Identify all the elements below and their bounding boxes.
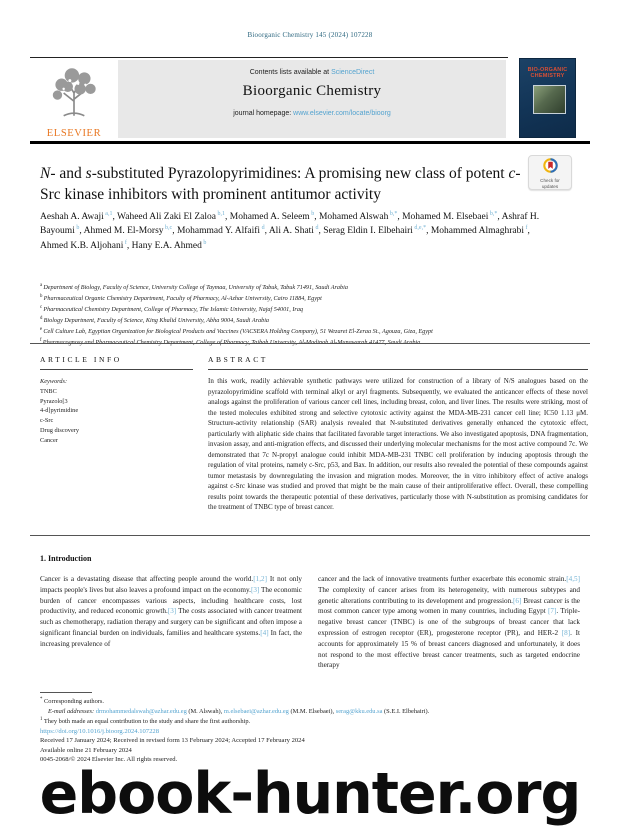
author-affiliation-sup: b <box>74 225 80 232</box>
cover-title-line2: CHEMISTRY <box>530 73 565 80</box>
article-info-underline <box>40 369 193 370</box>
citation-ref[interactable]: [1,2] <box>253 575 268 583</box>
footer-block <box>40 727 585 764</box>
author-affiliation-sup: b,* <box>388 211 398 217</box>
affiliation-line: $^b$ Pharmaceutical Organic Chemistry Department, Faculty of Pharmacy, Al-Azhar University, Cairo 11884, Egypt <box>40 293 322 303</box>
author-name: Mohammed Almaghrabi <box>430 226 524 237</box>
header-bottom-rule <box>30 141 590 144</box>
keyword-list <box>40 387 190 446</box>
author-affiliation-sup: f <box>123 239 127 246</box>
title-segment: -substituted Pyrazolopyrimidines: A promising new class of potent <box>91 165 509 182</box>
email-label: E-mail addresses: <box>48 707 95 715</box>
email-link[interactable]: m.elsebaei@azhar.edu.eg <box>222 707 289 715</box>
article-info-heading: ARTICLE INFO <box>40 355 122 364</box>
corresponding-authors-note <box>40 696 585 707</box>
received-dates: Received 17 January 2024; Received in revised form 13 February 2024; Accepted 17 February 2024 <box>40 737 305 745</box>
homepage-label: journal homepage: <box>233 110 292 117</box>
author-affiliation-sup: b <box>309 211 315 217</box>
citation-ref[interactable]: [4] <box>260 628 269 637</box>
title-segment: c <box>508 165 516 182</box>
author-name: Mohamed Alswah <box>318 212 389 223</box>
homepage-link[interactable]: www.elsevier.com/locate/bioorg <box>293 110 391 117</box>
cover-title-line1: BIO-ORGANIC <box>527 67 568 73</box>
introduction-heading: 1. Introduction <box>40 554 92 563</box>
check-updates-line2: updates <box>541 183 559 189</box>
available-online: Available online 21 February 2024 <box>40 746 132 754</box>
article-title <box>40 163 540 206</box>
contents-label: Contents lists available at <box>249 69 330 76</box>
introduction-column-right: cancer and the lack of innovative treatments further exacerbate this economic strain.[4,5] The complexity of cancer arises from its heterogeneity, with numerous subtypes and genetic alterations contributing to its development and progression.[6] Breast cancer is the most common cancer type among women in many countries, including Egypt [7]. Triple-negative breast cancer (TNBC) is one of the subgroups of breast cancer that lack expression of estrogen receptor (ER), progesterone receptor (PR), and HER-2 [8]. It accounts for approximately 15 % of breast cancers diagnosed and unfortunately, it does not respond to the most effective breast cancer treatments, such as targeted endocrine therapy <box>318 575 581 670</box>
email-link[interactable]: serag@kku.edu.sa <box>334 707 383 715</box>
email-link[interactable]: drmohammedalswah@azhar.edu.eg <box>95 707 187 715</box>
author-name: Mohamed A. Seleem <box>229 212 310 223</box>
corresponding-marker: * <box>40 697 43 702</box>
elsevier-tree-icon <box>43 62 105 124</box>
abstract-underline <box>208 369 588 370</box>
author-list: Aeshah A. Awaji $^{a,1}$, Waheed Ali Zaki El Zaloa $^{b,1}$, Mohamed A. Seleem $^b$, Mohamed Alswah $^{b,*}$, Mohamed M. Elsebaei $^{b,*}$, Ashraf H. Bayoumi $^b$, Ahmed M. El-Morsy $^{b,c}$, Mohammad Y. Alfaifi $^d$, Ali A. Shati $^d$, Serag Eldin I. Elbehairi $^{d,e,*}$, Mohammed Almaghrabi $^f$, Ahmed K.B. Aljohani $^f$, Hany E.A. Ahmed $^b$ <box>40 211 540 251</box>
affiliation-line: $^c$ Pharmaceutical Chemistry Department, College of Pharmacy, The Islamic University, Najaf 54001, Iraq <box>40 304 304 314</box>
citation-ref[interactable]: [3] <box>167 607 177 616</box>
keyword: 4-d]pyrimidine <box>40 407 79 415</box>
author-name: Waheed Ali Zaki El Zaloa <box>117 212 216 223</box>
affiliation-line: $^d$ Biology Department, Faculty of Science, King Khalid University, Abha 9004, Saudi Arabia <box>40 315 270 325</box>
check-updates-label <box>529 178 571 189</box>
equal-contribution-text: They both made an equal contribution to the study and share the first authorship. <box>43 718 251 726</box>
issn-copyright: 0045-2068/© 2024 Elsevier Inc. All rights reserved. <box>40 756 178 764</box>
affiliation-line: f <box>40 337 43 343</box>
check-updates-badge[interactable] <box>528 155 572 190</box>
corresponding-text: Corresponding authors. <box>44 698 105 706</box>
equal-contribution-marker: 1 <box>40 717 43 723</box>
keyword: Drug discovery <box>40 426 79 434</box>
author-name: Hany E.A. Ahmed <box>131 240 202 251</box>
homepage-line <box>118 110 506 117</box>
cover-title <box>520 67 575 80</box>
journal-title: Bioorganic Chemistry <box>242 83 382 99</box>
author-affiliation-sup: f <box>523 225 528 232</box>
keyword: Cancer <box>40 436 58 444</box>
citation-ref[interactable]: [6] <box>512 596 522 605</box>
contents-line <box>118 69 506 76</box>
author-affiliation-sup: b,1 <box>216 211 225 217</box>
affiliation-line: $^e$ Cell Culture Lab, Egyptian Organization for Biological Products and Vaccines (VACSERA Holding Company), 51 Wezaret El-Zeraa St., Agouza, Giza, Egypt <box>40 326 433 335</box>
affiliation-list <box>40 282 585 348</box>
footnote-rule <box>40 692 92 693</box>
title-segment: N <box>40 165 51 182</box>
abstract-text: In this work, readily achievable synthetic pathways were utilized for construction of a library of N/S analogues based on the pyrazolopyrimidine scaffold with terminal alkyl or aryl fragments. Subsequently, we evaluated the anticancer effects of these novel analogs against the proliferation of various cancer cell lines, including breast, colon, and liver lines. The results were striking, most of the tested molecules exhibited strong and selective cytotoxic activity against the MDA-MB-231 cancer cell line; IC50 1.13 μM. Structure-activity relationship (SAR) analysis revealed that N-substituted derivatives generally enhanced the cytotoxic effect, particularly with aliphatic side chains that facilitated favorable target interactions. We also investigated apoptosis, DNA fragmentation, invasion assay, and anti-migration effects, and discussed their underlying molecular mechanisms for the most active compound 7c. We demonstrated that 7c N-propyl analogue could inhibit MDA-MB-231 TNBC cell proliferation by inducing apoptosis through the regulation of vital proteins, namely c-Src, p53, and Bax. In addition, our results also revealed the potential of these compounds against tumor metastasis by downregulating the invasion and migration modes. Moreover, the in vitro inhibitory effect of active analogs against c-Src kinase was studied and proved that might be the main cause of their antiproliferative effect. Overall, these compelling results point towards the therapeutic potential of these derivatives, particularly those with N-substitution as promising candidates for the treatment of TNBC type of breast cancer. <box>208 377 588 511</box>
title-segment: - and <box>50 165 86 182</box>
abstract-heading: ABSTRACT <box>208 355 268 364</box>
author-name: Ahmed K.B. Aljohani <box>40 240 124 251</box>
citation-ref[interactable]: [4,5] <box>566 575 580 583</box>
author-affiliation-sup: d <box>313 225 319 232</box>
author-affiliation-sup: b,c <box>163 225 173 232</box>
keywords-block <box>40 377 190 445</box>
citation-ref[interactable]: [8] <box>561 628 571 637</box>
introduction-column-left: Cancer is a devastating disease that affecting people around the world.[1,2] It not only impacts people's lives but also leaves a profound impact on the economy.[3] The economic burden of cancer encompasses various aspects, including healthcare costs, lost productivity, and reduced economic growth.[3] The costs associated with cancer treatment such as chemotherapy, radiation therapy and surgery can be significant and often impose a significant financial burden on individuals, families and healthcare systems.[4] In fact, the increasing prevalence of <box>40 575 303 648</box>
keyword: c-Src <box>40 417 54 424</box>
abstract-bottom-rule <box>30 535 590 536</box>
author-name: Ali A. Shati <box>268 226 314 237</box>
author-affiliation-sup: b <box>201 239 207 246</box>
watermark: ebook-hunter.org <box>39 761 581 827</box>
check-updates-line1: Check for <box>540 178 560 183</box>
affiliation-line: $^a$ Department of Biology, Faculty of Science, University College of Taymaa, University of Tabuk, Tabuk 71491, Saudi Arabia <box>40 283 348 292</box>
author-name: Mohamed M. Elsebaei <box>402 212 489 223</box>
keywords-label: Keywords: <box>40 378 68 385</box>
info-top-rule <box>30 343 590 344</box>
author-affiliation-sup: a,1 <box>103 211 113 217</box>
author-name: Serag Eldin I. Elbehairi <box>323 226 413 237</box>
citation-ref[interactable]: [3] <box>250 585 260 594</box>
page-citation: Bioorganic Chemistry 145 (2024) 107228 <box>247 31 373 39</box>
equal-contribution-note <box>40 716 585 727</box>
keyword: Pyrazolo[3 <box>40 397 68 405</box>
sciencedirect-link[interactable]: ScienceDirect <box>331 69 375 76</box>
author-name: Mohammad Y. Alfaifi <box>176 226 261 237</box>
author-name: Ahmed M. El-Morsy <box>83 226 164 237</box>
cover-art-image <box>533 85 566 114</box>
title-segment: -Src kinase inhibitors with prominent antitumor activity <box>40 165 521 204</box>
journal-cover <box>519 58 576 138</box>
author-name: Aeshah A. Awaji <box>40 212 104 223</box>
journal-header-box <box>118 60 506 138</box>
email-list: drmohammedalswah@azhar.edu.eg (M. Alswah), m.elsebaei@azhar.edu.eg (M.M. Elsebaei), serag@kku.edu.sa (S.E.I. Elbehairi). <box>95 707 430 715</box>
elsevier-wordmark: ELSEVIER <box>46 128 102 139</box>
citation-ref[interactable]: [7] <box>547 607 557 616</box>
author-affiliation-sup: d,e,* <box>412 225 427 232</box>
author-affiliation-sup: b,* <box>488 211 498 217</box>
check-updates-icon <box>543 158 558 173</box>
elsevier-logo[interactable] <box>32 62 116 139</box>
keyword: TNBC <box>40 387 57 395</box>
author-name: Ashraf H. Bayoumi <box>40 212 540 237</box>
header-top-rule <box>30 57 508 58</box>
doi-link[interactable]: https://doi.org/10.1016/j.bioorg.2024.107228 <box>40 728 159 735</box>
title-segment: s <box>85 165 92 182</box>
footnotes-block <box>40 696 585 727</box>
email-addresses-line <box>40 707 585 717</box>
author-affiliation-sup: d <box>260 225 265 232</box>
